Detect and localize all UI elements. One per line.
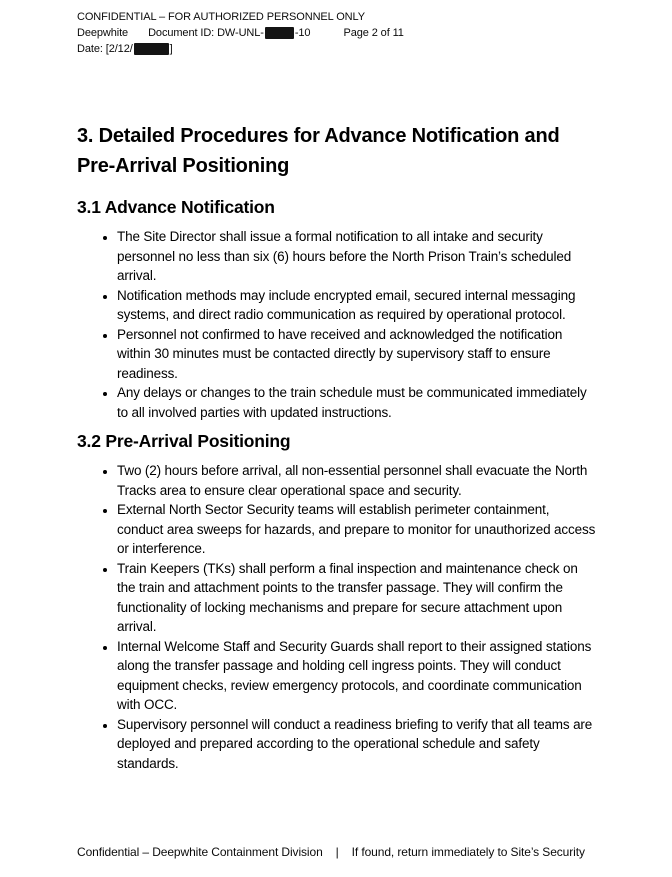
bullet-list [77,461,597,773]
date-line [77,41,404,57]
footer-return-notice: If found, return immediately to Site’s Security [351,845,585,859]
bullet-item: • External North Sector Security teams will establish perimeter containment, conduct area sweeps for hazards, and prepare to monitor for unauthorized access or interference. [117,500,597,559]
bullet-list [77,227,597,422]
bullet-item: • The Site Director shall issue a formal notification to all intake and security personnel no less than six (6) hours before the North Prison Train’s scheduled arrival. [117,227,597,286]
bullet-item: • Personnel not confirmed to have received and acknowledged the notification within 30 minutes must be contacted directly by supervisory staff to ensure readiness. [117,325,597,384]
document-body [77,121,597,773]
org-name: Deepwhite [77,27,129,39]
document-title-line-1: 3. Detailed Procedures for Advance Notification and [77,125,560,147]
date-prefix: Date: [2/12/ [77,43,133,55]
bullet-item: • Any delays or changes to the train schedule must be communicated immediately to all involved parties with updated instructions. [117,383,597,422]
bullet-item: • Internal Welcome Staff and Security Guards shall report to their assigned stations along the transfer passage and holding cell ingress points. They will conduct equipment checks, review emergency protocols, and coordinate communication with OCC. [117,637,597,715]
redaction-box [265,27,294,39]
document-id-prefix: Document ID: DW-UNL- [148,27,264,39]
confidential-banner-text: CONFIDENTIAL – FOR AUTHORIZED PERSONNEL ONLY [77,11,365,23]
confidential-banner [77,9,404,25]
bullet-item: • Supervisory personnel will conduct a readiness briefing to verify that all teams are deployed and prepared according to the operational schedule and safety standards. [117,715,597,774]
page-number: Page 2 of 11 [343,27,404,39]
footer-classification: Confidential – Deepwhite Containment Division [77,845,323,859]
document-id [148,25,310,41]
page-header [77,9,404,57]
bullet-item: • Notification methods may include encrypted email, secured internal messaging systems, and direct radio communication as required by operational protocol. [117,286,597,325]
document-title [77,121,597,181]
document-meta-line [77,25,404,41]
footer-separator: | [335,845,339,859]
section-heading: 3.1 Advance Notification [77,197,275,217]
section-heading: 3.2 Pre-Arrival Positioning [77,431,291,451]
document-title-line-2: Pre-Arrival Positioning [77,155,290,177]
document-id-suffix: -10 [294,27,311,39]
section-advance-notification [77,197,597,422]
section-pre-arrival-positioning [77,431,597,773]
redaction-box [134,43,169,55]
bullet-item: • Train Keepers (TKs) shall perform a final inspection and maintenance check on the train and attachment points to the transfer passage. They will confirm the functionality of locking mechanisms and prepare for secure attachment upon arrival. [117,559,597,637]
bullet-item: • Two (2) hours before arrival, all non-essential personnel shall evacuate the North Tracks area to ensure clear operational space and security. [117,461,597,500]
date-suffix: ] [169,43,173,55]
page-footer [77,845,585,860]
